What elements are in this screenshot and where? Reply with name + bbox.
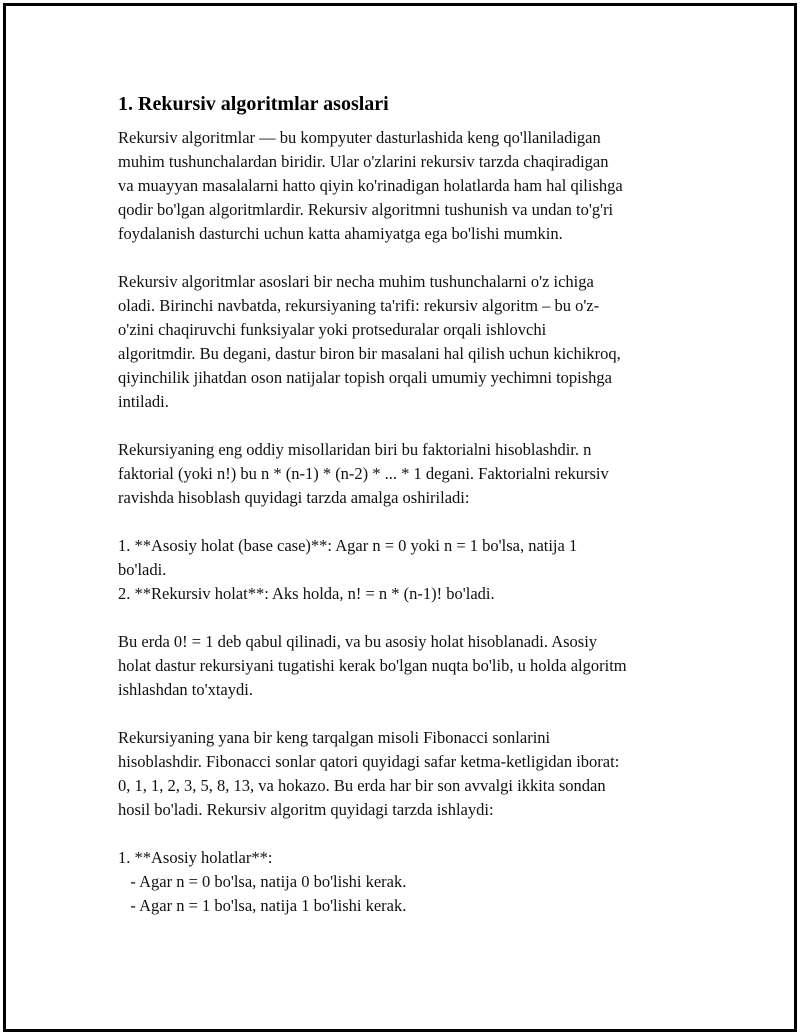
text-line: o'zini chaqiruvchi funksiyalar yoki protseduralar orqali ishlovchi — [118, 320, 547, 339]
text-line: qodir bo'lgan algoritmlardir. Rekursiv algoritmni tushunish va undan to'g'ri — [118, 200, 614, 219]
text-line: faktorial (yoki n!) bu n * (n-1) * (n-2) * ... * 1 degani. Faktorialni rekursiv — [118, 464, 609, 483]
list-item: - Agar n = 0 bo'lsa, natija 0 bo'lishi kerak. — [118, 872, 407, 891]
list-item: 1. **Asosiy holat (base case)**: Agar n = 0 yoki n = 1 bo'lsa, natija 1 — [118, 536, 578, 555]
fibonacci-steps-list — [118, 846, 693, 918]
text-line: va muayyan masalalarni hatto qiyin ko'rinadigan holatlarda ham hal qilishga — [118, 176, 623, 195]
text-line: hosil bo'ladi. Rekursiv algoritm quyidagi tarzda ishlaydi: — [118, 800, 494, 819]
paragraph-fibonacci — [118, 726, 693, 822]
paragraph-factorial — [118, 438, 693, 510]
text-line: ishlashdan to'xtaydi. — [118, 680, 253, 699]
text-line: qiyinchilik jihatdan oson natijalar topish orqali umumiy yechimni topishga — [118, 368, 613, 387]
text-line: hisoblashdir. Fibonacci sonlar qatori quyidagi safar ketma-ketligidan iborat: — [118, 752, 620, 771]
document-body — [118, 90, 693, 942]
text-line: oladi. Birinchi navbatda, rekursiyaning ta'rifi: rekursiv algoritm – bu o'z- — [118, 296, 600, 315]
factorial-steps-list — [118, 534, 693, 606]
paragraph-intro — [118, 126, 693, 246]
list-item: - Agar n = 1 bo'lsa, natija 1 bo'lishi kerak. — [118, 896, 407, 915]
list-item: 1. **Asosiy holatlar**: — [118, 848, 273, 867]
text-line: ravishda hisoblash quyidagi tarzda amalga oshiriladi: — [118, 488, 470, 507]
text-line: holat dastur rekursiyani tugatishi kerak bo'lgan nuqta bo'lib, u holda algoritm — [118, 656, 627, 675]
paragraph-base-case — [118, 630, 693, 702]
text-line: Rekursiyaning eng oddiy misollaridan biri bu faktorialni hisoblashdir. n — [118, 440, 592, 459]
list-item: 2. **Rekursiv holat**: Aks holda, n! = n * (n-1)! bo'ladi. — [118, 584, 495, 603]
section-heading: 1. Rekursiv algoritmlar asoslari — [118, 93, 389, 115]
text-line: foydalanish dasturchi uchun katta ahamiyatga ega bo'lishi mumkin. — [118, 224, 563, 243]
text-line: Rekursiv algoritmlar — bu kompyuter dasturlashida keng qo'llaniladigan — [118, 128, 601, 147]
paragraph-basics — [118, 270, 693, 414]
text-line: Rekursiv algoritmlar asoslari bir necha muhim tushunchalarni o'z ichiga — [118, 272, 594, 291]
list-item: bo'ladi. — [118, 560, 167, 579]
text-line: 0, 1, 1, 2, 3, 5, 8, 13, va hokazo. Bu erda har bir son avvalgi ikkita sondan — [118, 776, 606, 795]
text-line: Rekursiyaning yana bir keng tarqalgan misoli Fibonacci sonlarini — [118, 728, 551, 747]
text-line: Bu erda 0! = 1 deb qabul qilinadi, va bu asosiy holat hisoblanadi. Asosiy — [118, 632, 598, 651]
text-line: muhim tushunchalardan biridir. Ular o'zlarini rekursiv tarzda chaqiradigan — [118, 152, 609, 171]
text-line: algoritmdir. Bu degani, dastur biron bir masalani hal qilish uchun kichikroq, — [118, 344, 621, 363]
text-line: intiladi. — [118, 392, 169, 411]
